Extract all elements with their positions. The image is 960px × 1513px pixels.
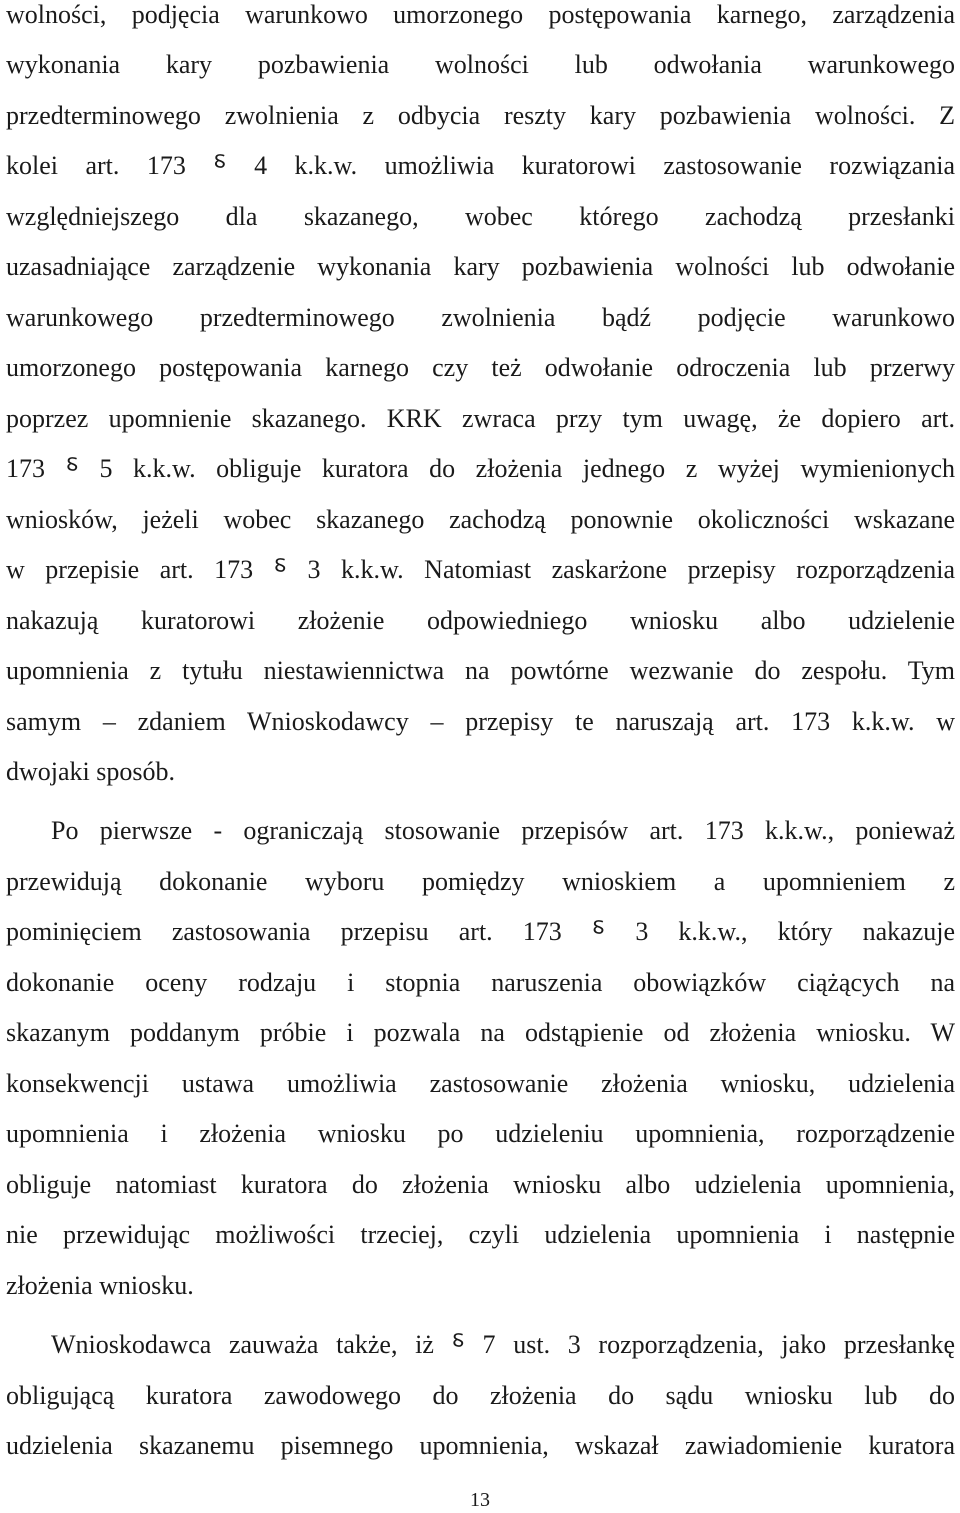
text-line: obliguje natomiast kuratora do złożenia wniosku albo udzielenia upomnienia, bbox=[6, 1170, 955, 1199]
text-line: samym – zdaniem Wnioskodawcy – przepisy te naruszają art. 173 k.k.w. w bbox=[6, 707, 955, 736]
text-line: Po pierwsze - ograniczają stosowanie przepisów art. 173 k.k.w., ponieważ bbox=[51, 816, 955, 845]
text-line: względniejszego dla skazanego, wobec którego zachodzą przesłanki bbox=[6, 202, 955, 231]
text-line: udzielenia skazanemu pisemnego upomnienia, wskazał zawiadomienie kuratora bbox=[6, 1431, 955, 1460]
text-line: 173 ⸹ 5 k.k.w. obliguje kuratora do złożenia jednego z wyżej wymienionych bbox=[6, 454, 955, 483]
text-line: wolności, podjęcia warunkowo umorzonego postępowania karnego, zarządzenia bbox=[6, 0, 955, 29]
text-line: dwojaki sposób. bbox=[6, 757, 175, 786]
text-line: dokonanie oceny rodzaju i stopnia naruszenia obowiązków ciążących na bbox=[6, 968, 955, 997]
text-line: pominięciem zastosowania przepisu art. 173 ⸹ 3 k.k.w., który nakazuje bbox=[6, 917, 955, 946]
text-line: złożenia wniosku. bbox=[6, 1271, 194, 1300]
text-line: przewidują dokonanie wyboru pomiędzy wnioskiem a upomnieniem z bbox=[6, 867, 955, 896]
text-line: uzasadniające zarządzenie wykonania kary pozbawienia wolności lub odwołanie bbox=[6, 252, 955, 281]
text-line: nie przewidując możliwości trzeciej, czyli udzielenia upomnienia i następnie bbox=[6, 1220, 955, 1249]
text-line: poprzez upomnienie skazanego. KRK zwraca przy tym uwagę, że dopiero art. bbox=[6, 404, 955, 433]
text-line: Wnioskodawca zauważa także, iż ⸹ 7 ust. 3 rozporządzenia, jako przesłankę bbox=[51, 1330, 955, 1359]
page-number: 13 bbox=[470, 1489, 490, 1511]
text-line: kolei art. 173 ⸹ 4 k.k.w. umożliwia kuratorowi zastosowanie rozwiązania bbox=[6, 151, 955, 180]
text-line: obligującą kuratora zawodowego do złożenia do sądu wniosku lub do bbox=[6, 1381, 955, 1410]
text-line: nakazują kuratorowi złożenie odpowiedniego wniosku albo udzielenie bbox=[6, 606, 955, 635]
text-line: umorzonego postępowania karnego czy też odwołanie odroczenia lub przerwy bbox=[6, 353, 955, 382]
text-line: warunkowego przedterminowego zwolnienia bądź podjęcie warunkowo bbox=[6, 303, 955, 332]
text-line: wykonania kary pozbawienia wolności lub odwołania warunkowego bbox=[6, 50, 955, 79]
text-line: konsekwencji ustawa umożliwia zastosowanie złożenia wniosku, udzielenia bbox=[6, 1069, 955, 1098]
text-line: wniosków, jeżeli wobec skazanego zachodzą ponownie okoliczności wskazane bbox=[6, 505, 955, 534]
text-line: skazanym poddanym próbie i pozwala na odstąpienie od złożenia wniosku. W bbox=[6, 1018, 955, 1047]
text-line: upomnienia z tytułu niestawiennictwa na powtórne wezwanie do zespołu. Tym bbox=[6, 656, 955, 685]
text-line: upomnienia i złożenia wniosku po udzieleniu upomnienia, rozporządzenie bbox=[6, 1119, 955, 1148]
text-line: w przepisie art. 173 ⸹ 3 k.k.w. Natomiast zaskarżone przepisy rozporządzenia bbox=[6, 555, 955, 584]
text-line: przedterminowego zwolnienia z odbycia reszty kary pozbawienia wolności. Z bbox=[6, 101, 955, 130]
